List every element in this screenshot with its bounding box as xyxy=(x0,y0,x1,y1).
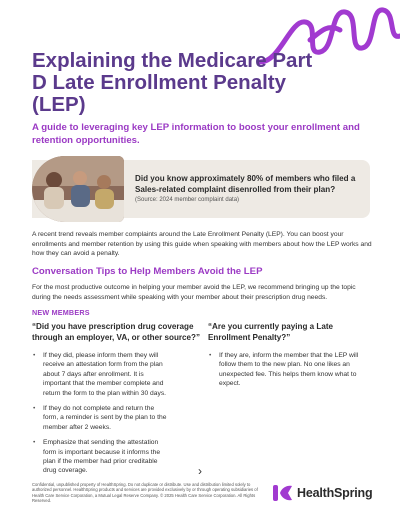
footer-disclaimer: Confidential, unpublished property of HealthSpring. Do not duplicate or distribute. Use and distribution limited solely to authorized personnel. HealthSpring products and services are provided exclusively by or through operating subsidiaries of Health Care Service Corporation, a Mutual Legal Reserve Company. © 2025 Health Care Service Corporation. All Rights Reserved. xyxy=(32,482,258,504)
page-title: Explaining the Medicare Part D Late Enrollment Penalty (LEP) xyxy=(32,49,313,116)
chevron-right-icon[interactable]: › xyxy=(198,464,202,478)
list-item: • If they are, inform the member that the LEP will follow them to the new plan. No one likes an unexpected fee. This helps them know what to expect. xyxy=(208,351,373,389)
page-subtitle: A guide to leveraging key LEP information to boost your enrollment and retention opportunities. xyxy=(32,122,360,146)
healthspring-logo xyxy=(272,483,382,503)
callout-question: Did you know approximately 80% of members who filed a Sales-related complaint disenrolled from their plan? xyxy=(135,174,356,194)
people-photo xyxy=(32,156,124,222)
stat-callout xyxy=(32,160,370,218)
section-intro: For the most productive outcome in helping your member avoid the LEP, we recommend bringing up the topic during the needs assessment while speaking with your member about their prescription drug needs. xyxy=(32,284,356,301)
left-column xyxy=(32,322,202,482)
intro-paragraph: A recent trend reveals member complaints around the Late Enrollment Penalty (LEP). You can boost your enrollments and member retention by using this guide when speaking with members about how the LEP works and how they can avoid a penalty. xyxy=(32,231,372,257)
list-item: • If they did, please inform them they will receive an attestation form from the plan about 7 days after enrollment. It is important that the member complete and return the form to the plan within 30 days. xyxy=(32,351,202,398)
left-bullet-list xyxy=(32,351,202,476)
right-column xyxy=(208,322,373,395)
left-question: “Did you have prescription drug coverage through an employer, VA, or other source?” xyxy=(32,322,201,342)
callout-source: (Source: 2024 member complaint data) xyxy=(135,197,240,203)
list-item: • If they do not complete and return the form, a reminder is sent by the plan to the member after 2 weeks. xyxy=(32,404,202,432)
right-question: “Are you currently paying a Late Enrollment Penalty?” xyxy=(208,322,334,342)
logo-text: HealthSpring xyxy=(297,486,373,500)
right-bullet-list xyxy=(208,351,373,389)
list-item: • Emphasize that sending the attestation form is important because it informs the plan if the member had prior creditable drug coverage. xyxy=(32,438,202,476)
new-members-label: NEW MEMBERS xyxy=(32,308,90,317)
section-title: Conversation Tips to Help Members Avoid the LEP xyxy=(32,266,263,277)
logo-mark-icon xyxy=(272,483,294,503)
